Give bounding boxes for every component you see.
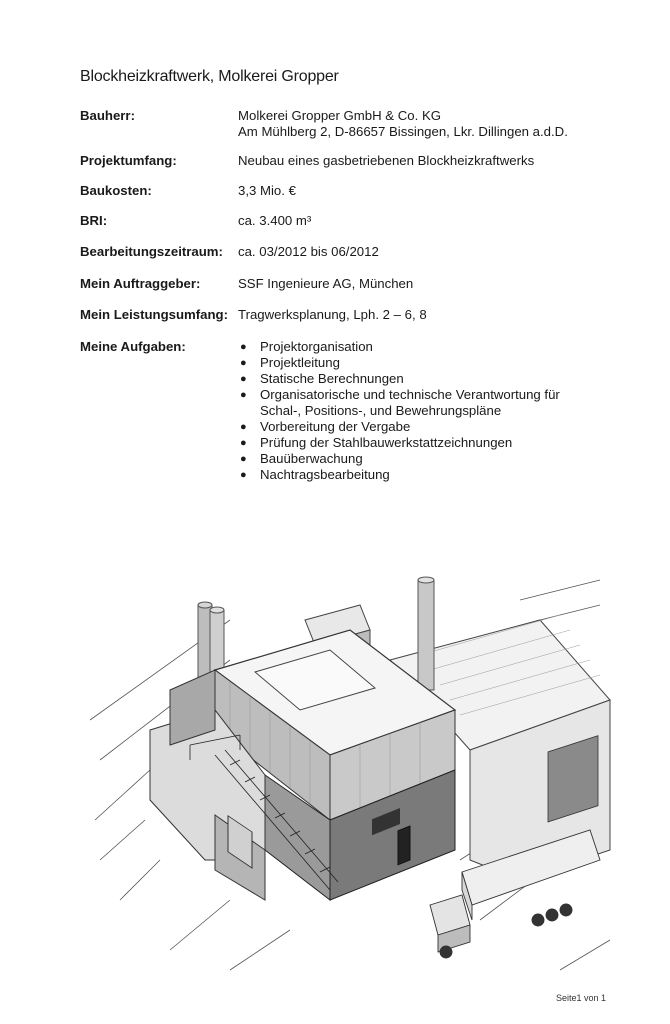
bullet-icon: ● — [240, 341, 247, 353]
list-item: ● Projektleitung — [240, 355, 340, 370]
list-item: ● Bauüberwachung — [240, 451, 363, 466]
auftraggeber-label: Mein Auftraggeber: — [80, 276, 201, 291]
bri-value: ca. 3.400 m³ — [238, 213, 312, 228]
zeitraum-value: ca. 03/2012 bis 06/2012 — [238, 244, 379, 259]
projektumfang-value: Neubau eines gasbetriebenen Blockheizkraftwerks — [238, 153, 535, 168]
bauherr-line2: Am Mühlberg 2, D-86657 Bissingen, Lkr. Dillingen a.d.D. — [238, 124, 568, 139]
document-title: Blockheizkraftwerk, Molkerei Gropper — [80, 68, 339, 85]
list-item: ● Nachtragsbearbeitung — [240, 467, 390, 482]
bullet-icon: ● — [240, 421, 247, 433]
bauherr-line1: Molkerei Gropper GmbH & Co. KG — [238, 108, 442, 123]
bullet-icon: ● — [240, 469, 247, 481]
auftraggeber-value: SSF Ingenieure AG, München — [238, 276, 414, 291]
tasks-list — [238, 339, 560, 483]
baukosten-value: 3,3 Mio. € — [238, 183, 296, 198]
bullet-icon: ● — [240, 373, 247, 385]
list-item: ● Projektorganisation — [240, 339, 373, 354]
bauherr-label: Bauherr: — [80, 108, 135, 123]
list-item: ● Vorbereitung der Vergabe — [240, 419, 411, 434]
page-number: Seite1 von 1 — [555, 993, 606, 1003]
bullet-icon: ● — [240, 453, 247, 465]
aufgaben-label: Meine Aufgaben: — [80, 339, 186, 354]
bri-label: BRI: — [80, 213, 108, 228]
bullet-icon: ● — [240, 437, 247, 449]
bullet-icon: ● — [240, 389, 247, 401]
leistung-label: Mein Leistungsumfang: — [80, 307, 228, 322]
leistung-value: Tragwerksplanung, Lph. 2 – 6, 8 — [238, 307, 427, 322]
baukosten-label: Baukosten: — [80, 183, 152, 198]
list-item: ● Organisatorische und technische Verantwortung für Schal-, Positions-, und Bewehrungspläne — [240, 387, 560, 418]
projektumfang-label: Projektumfang: — [80, 153, 177, 168]
bullet-icon: ● — [240, 357, 247, 369]
chimney-right — [418, 580, 434, 690]
building-drawing — [0, 560, 670, 980]
zeitraum-label: Bearbeitungszeitraum: — [80, 244, 223, 259]
list-item: ● Prüfung der Stahlbauwerkstattzeichnungen — [240, 435, 513, 450]
list-item: ● Statische Berechnungen — [240, 371, 404, 386]
